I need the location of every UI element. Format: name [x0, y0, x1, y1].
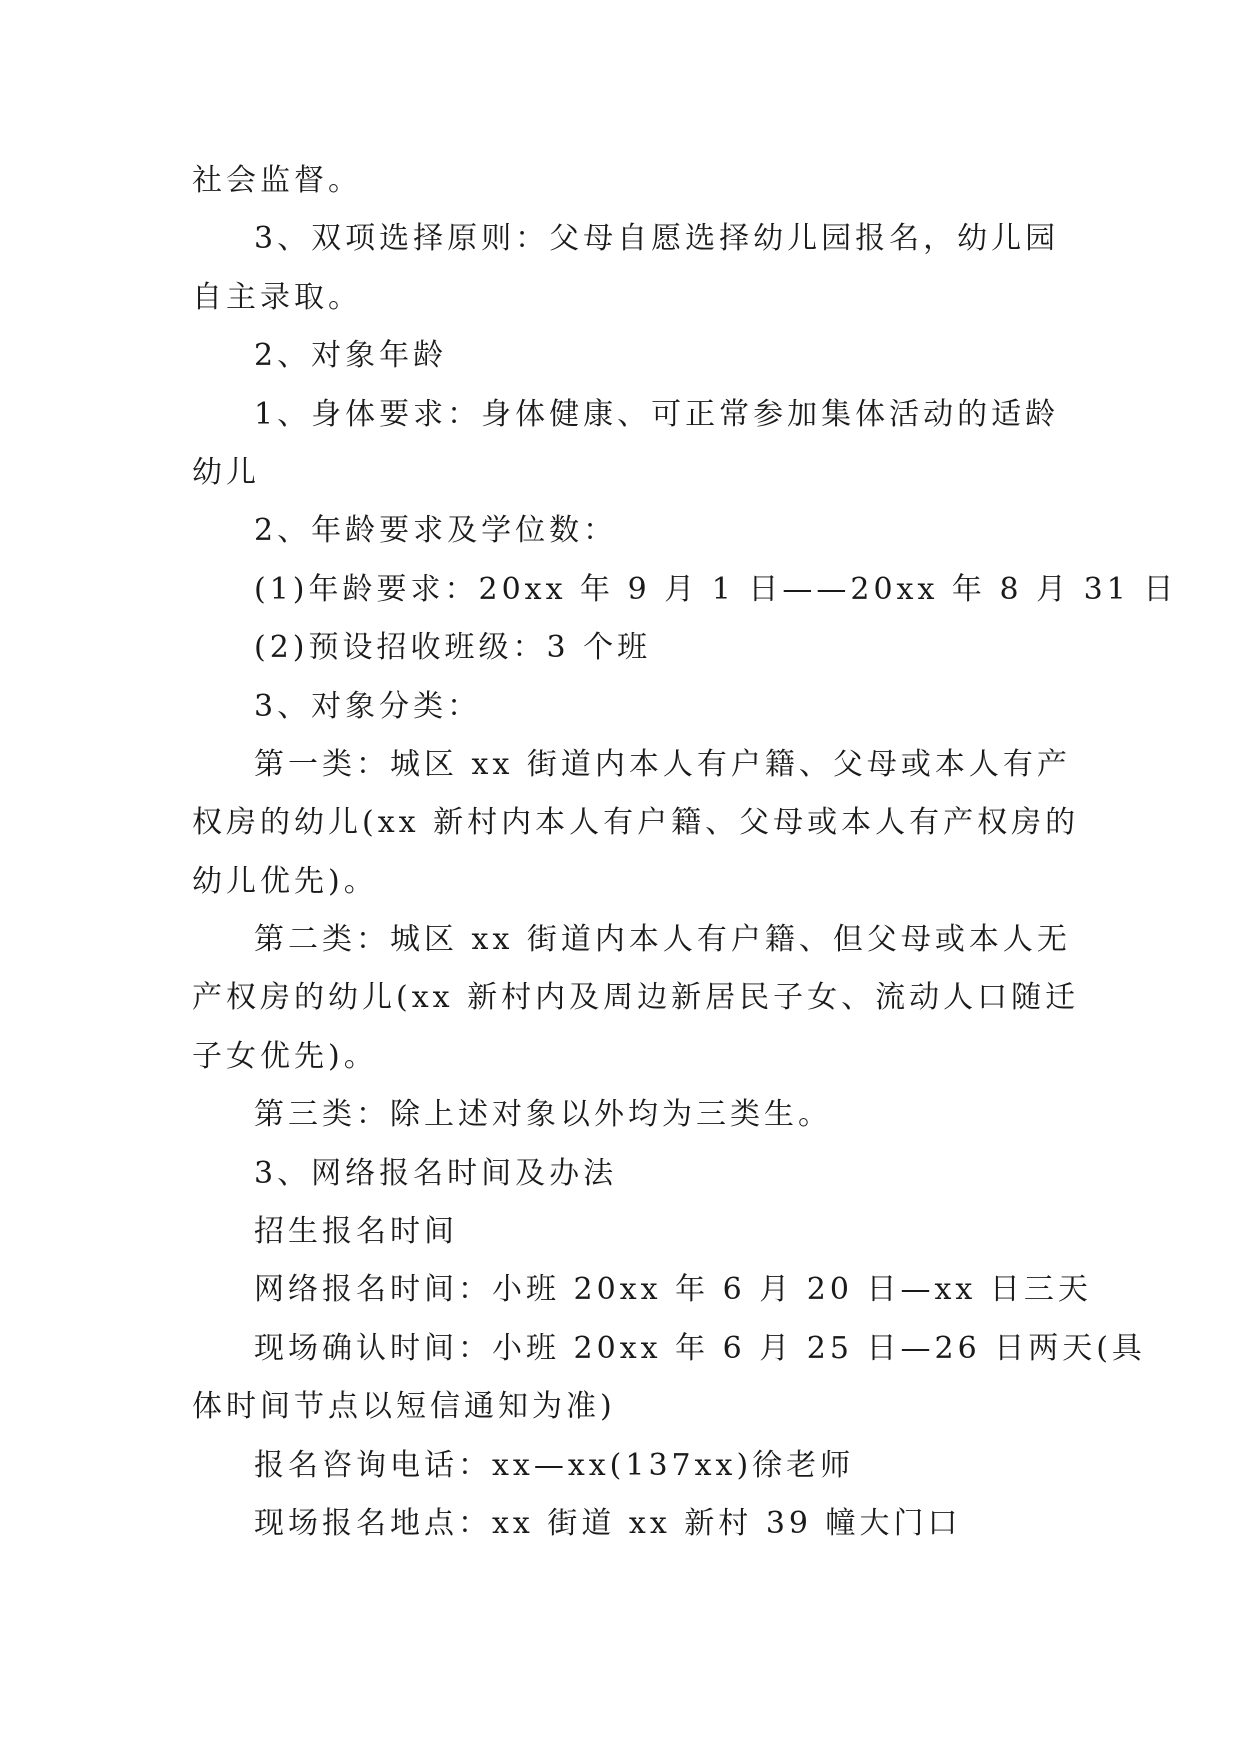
text-line: 现场报名地点：xx 街道 xx 新村 39 幢大门口 [254, 1505, 962, 1541]
text-line: 产权房的幼儿(xx 新村内及周边新居民子女、流动人口随迁 [192, 980, 1080, 1016]
text-line: 第一类：城区 xx 街道内本人有户籍、父母或本人有产 [254, 746, 1071, 782]
document-body [192, 152, 1178, 1553]
text-line: 1、身体要求：身体健康、可正常参加集体活动的适龄 [254, 396, 1060, 432]
text-line: 第二类：城区 xx 街道内本人有户籍、但父母或本人无 [254, 922, 1071, 958]
text-line: 自主录取。 [192, 279, 362, 315]
text-line: 子女优先)。 [192, 1038, 378, 1074]
text-line: 网络报名时间：小班 20xx 年 6 月 20 日—xx 日三天 [254, 1272, 1092, 1308]
text-line: 幼儿优先)。 [192, 863, 378, 899]
text-line: 社会监督。 [192, 163, 362, 198]
text-line: 招生报名时间 [254, 1214, 458, 1250]
text-line: 权房的幼儿(xx 新村内本人有户籍、父母或本人有产权房的 [192, 805, 1080, 841]
text-line: 现场确认时间：小班 20xx 年 6 月 25 日—26 日两天(具 [254, 1330, 1146, 1366]
section-heading: 2、对象年龄 [254, 338, 448, 374]
text-line: 体时间节点以短信通知为准) [192, 1389, 616, 1425]
text-line: (2)预设招收班级：3 个班 [254, 630, 652, 666]
text-line: 报名咨询电话：xx—xx(137xx)徐老师 [254, 1447, 855, 1483]
text-line: 3、对象分类： [254, 688, 482, 724]
text-line: 第三类：除上述对象以外均为三类生。 [254, 1097, 832, 1133]
text-line: 幼儿 [192, 454, 260, 490]
section-heading: 3、网络报名时间及办法 [254, 1155, 618, 1191]
text-line: 2、年龄要求及学位数： [254, 513, 618, 549]
text-line: 3、双项选择原则：父母自愿选择幼儿园报名，幼儿园 [254, 221, 1060, 257]
text-line: (1)年龄要求：20xx 年 9 月 1 日——20xx 年 8 月 31 日 [254, 571, 1178, 607]
